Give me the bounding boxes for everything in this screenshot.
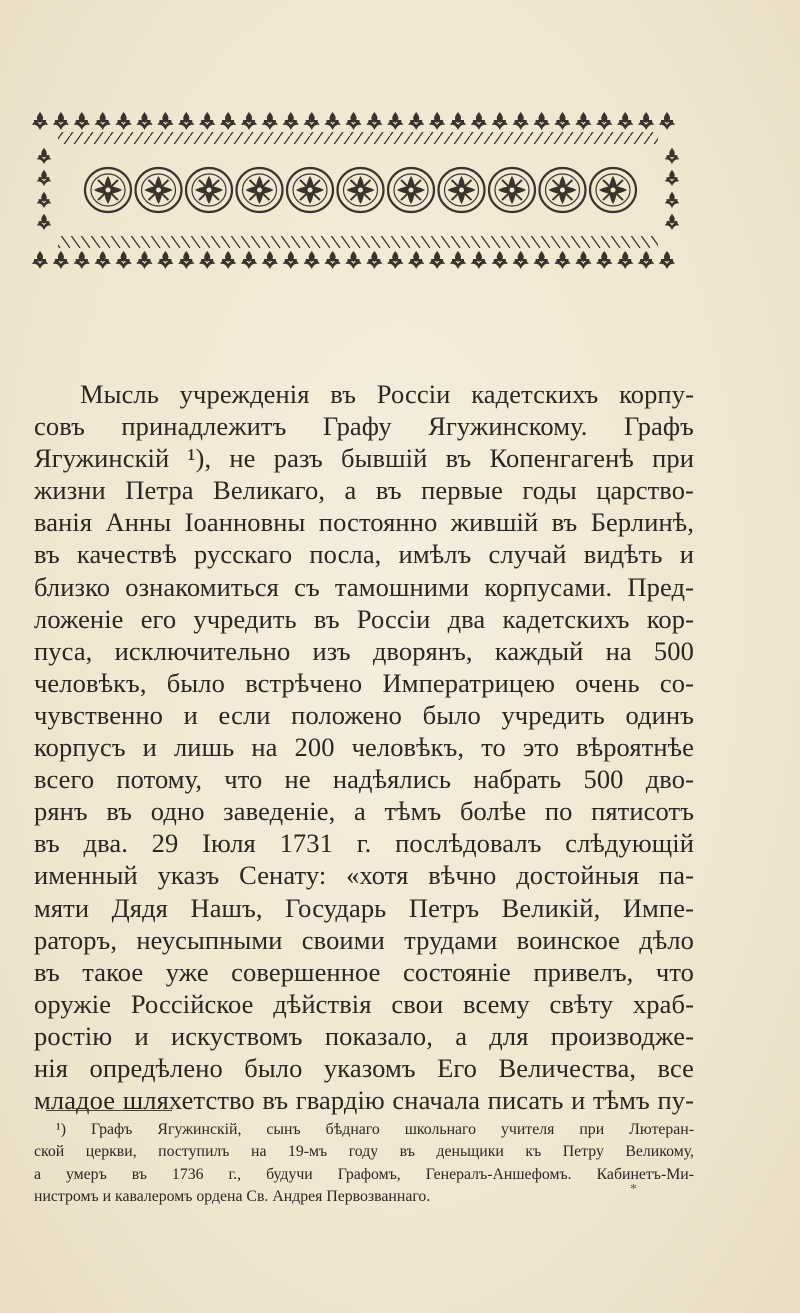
fleur-ornament [429, 112, 445, 130]
fleur-ornament [575, 251, 591, 269]
fleur-ornament [471, 112, 487, 130]
fleur-ornament [366, 112, 382, 130]
fleur-ornament [555, 112, 571, 130]
fleur-ornament [366, 251, 382, 269]
fleur-ornament [387, 112, 403, 130]
fleur-ornament [638, 112, 654, 130]
fleur-ornament [304, 112, 320, 130]
text-line: человѣкъ, было встрѣчено Императрицею очень со- [34, 667, 694, 698]
fleur-ornament [32, 251, 48, 269]
text-line: Ягужинскій ¹), не разъ бывшій въ Копенгагенѣ при [34, 443, 694, 474]
fleur-ornament [387, 251, 403, 269]
fleur-ornament [53, 251, 69, 269]
fleur-ornament [471, 251, 487, 269]
footnote-line: а умеръ въ 1736 г., будучи Графомъ, Генералъ-Аншефомъ. Кабинетъ-Ми- [34, 1165, 694, 1183]
text-line: близко ознакомиться съ тамошними корпусами. Пред- [34, 571, 694, 602]
text-line: Мысль учрежденія въ Россіи кадетскихъ корпу- [80, 379, 694, 409]
footnote-line: нистромъ и кавалеромъ ордена Св. Андрея Первозваннаго. [34, 1187, 431, 1205]
text-line: младое шляхетство въ гвардію сначала писать и тѣмъ пу- [34, 1085, 694, 1116]
fleur-ornament [513, 112, 529, 130]
rosette-ornament [590, 168, 636, 212]
rosette-ornament [237, 168, 283, 212]
text-line: въ такое уже совершенное состояніе привелъ, что [34, 956, 694, 987]
fleur-ornament [513, 251, 529, 269]
rosette-ornament [136, 168, 182, 212]
text-line: ростію и искуствомъ показало, а для производже- [34, 1020, 694, 1051]
fleur-ornament [37, 192, 51, 208]
fleur-ornament [665, 170, 679, 186]
fleur-ornament [665, 192, 679, 208]
fleur-ornament [95, 251, 111, 269]
fleur-ornament [325, 251, 341, 269]
rosette-ornament [287, 168, 333, 212]
fleur-ornament [199, 112, 215, 130]
text-line: именный указъ Сенату: «хотя вѣчно достойныя па- [34, 860, 694, 891]
fleur-ornament [617, 112, 633, 130]
fleur-ornament [283, 251, 299, 269]
fleur-ornament [37, 170, 51, 186]
main-text-block [34, 378, 694, 1116]
footnote-divider [46, 1110, 172, 1111]
text-line: въ два. 29 Іюля 1731 г. послѣдовалъ слѣдующій [34, 828, 694, 859]
fleur-ornament [575, 112, 591, 130]
text-line: рянъ въ одно заведеніе, а тѣмъ болѣе по пятисотъ [34, 796, 694, 827]
fleur-ornament [638, 251, 654, 269]
fleur-ornament [346, 251, 362, 269]
fleur-ornament [450, 251, 466, 269]
fleur-ornament [74, 112, 90, 130]
fleur-ornament [325, 112, 341, 130]
text-line: жизни Петра Великаго, а въ первые годы царство- [34, 475, 694, 506]
fleur-ornament [408, 112, 424, 130]
text-line: ванія Анны Іоанновны постоянно жившій въ Берлинѣ, [34, 507, 694, 538]
fleur-ornament [492, 112, 508, 130]
fleur-ornament [220, 112, 236, 130]
rosette-ornament [85, 168, 131, 212]
fleur-ornament [262, 112, 278, 130]
fleur-ornament [95, 112, 111, 130]
fleur-ornament [157, 251, 173, 269]
fleur-ornament [37, 148, 51, 164]
fleur-ornament [283, 112, 299, 130]
fleur-ornament [53, 112, 69, 130]
fleur-ornament [534, 251, 550, 269]
fleur-ornament [450, 112, 466, 130]
text-line: чувственно и если положено было учредить одинъ [34, 699, 694, 730]
fleur-ornament [429, 251, 445, 269]
fleur-ornament [346, 112, 362, 130]
rosette-ornament [540, 168, 586, 212]
fleur-ornament [492, 251, 508, 269]
fleur-ornament [241, 251, 257, 269]
fleur-ornament [116, 112, 132, 130]
fleur-ornament [157, 112, 173, 130]
fleur-ornament [262, 251, 278, 269]
rosette-ornament [186, 168, 232, 212]
text-line: пуса, исключительно изъ дворянъ, каждый на 500 [34, 635, 694, 666]
fleur-ornament [555, 251, 571, 269]
text-line: всего потому, что не надѣялись набрать 500 дво- [34, 764, 694, 795]
fleur-ornament [137, 112, 153, 130]
rosette-ornament [439, 168, 485, 212]
fleur-ornament [137, 251, 153, 269]
text-line: оружіе Россійское дѣйствія свои всему свѣту храб- [34, 988, 694, 1019]
text-line: совъ принадлежитъ Графу Ягужинскому. Графъ [34, 411, 694, 442]
rosette-ornament [489, 168, 535, 212]
fleur-ornament [37, 214, 51, 230]
text-line: мяти Дядя Нашъ, Государь Петръ Великій, Импе- [34, 892, 694, 923]
fleur-ornament [596, 112, 612, 130]
fleur-ornament [659, 251, 675, 269]
decorative-headpiece [30, 108, 690, 276]
rosette-ornament [338, 168, 384, 212]
fleur-ornament [617, 251, 633, 269]
fleur-ornament [178, 112, 194, 130]
fleur-ornament [32, 112, 48, 130]
fleur-ornament [665, 148, 679, 164]
text-line: нія опредѣлено было указомъ Его Величества, все [34, 1052, 694, 1083]
footnote-line: ¹) Графъ Ягужинскій, сынъ бѣднаго школьнаго учителя при Лютеран- [56, 1121, 694, 1138]
fleur-ornament [304, 251, 320, 269]
text-line: ложеніе его учредить въ Россіи два кадетскихъ кор- [34, 603, 694, 634]
footnote-line: ской церкви, поступилъ на 19-мъ году въ деньщики къ Петру Великому, [34, 1143, 694, 1161]
fleur-ornament [199, 251, 215, 269]
fleur-ornament [534, 112, 550, 130]
fleur-ornament [116, 251, 132, 269]
fleur-ornament [596, 251, 612, 269]
text-line: раторъ, неусыпными своими трудами воинское дѣло [34, 924, 694, 955]
text-line: корпусъ и лишь на 200 человѣкъ, то это вѣроятнѣе [34, 732, 694, 763]
signature-mark: * [630, 1182, 637, 1197]
text-line: въ качествѣ русскаго посла, имѣлъ случай видѣть и [34, 539, 694, 570]
fleur-ornament [665, 214, 679, 230]
footnote-block [34, 1119, 694, 1208]
fleur-ornament [178, 251, 194, 269]
fleur-ornament [408, 251, 424, 269]
fleur-ornament [74, 251, 90, 269]
fleur-ornament [241, 112, 257, 130]
fleur-ornament [659, 112, 675, 130]
fleur-ornament [220, 251, 236, 269]
rosette-ornament [388, 168, 434, 212]
